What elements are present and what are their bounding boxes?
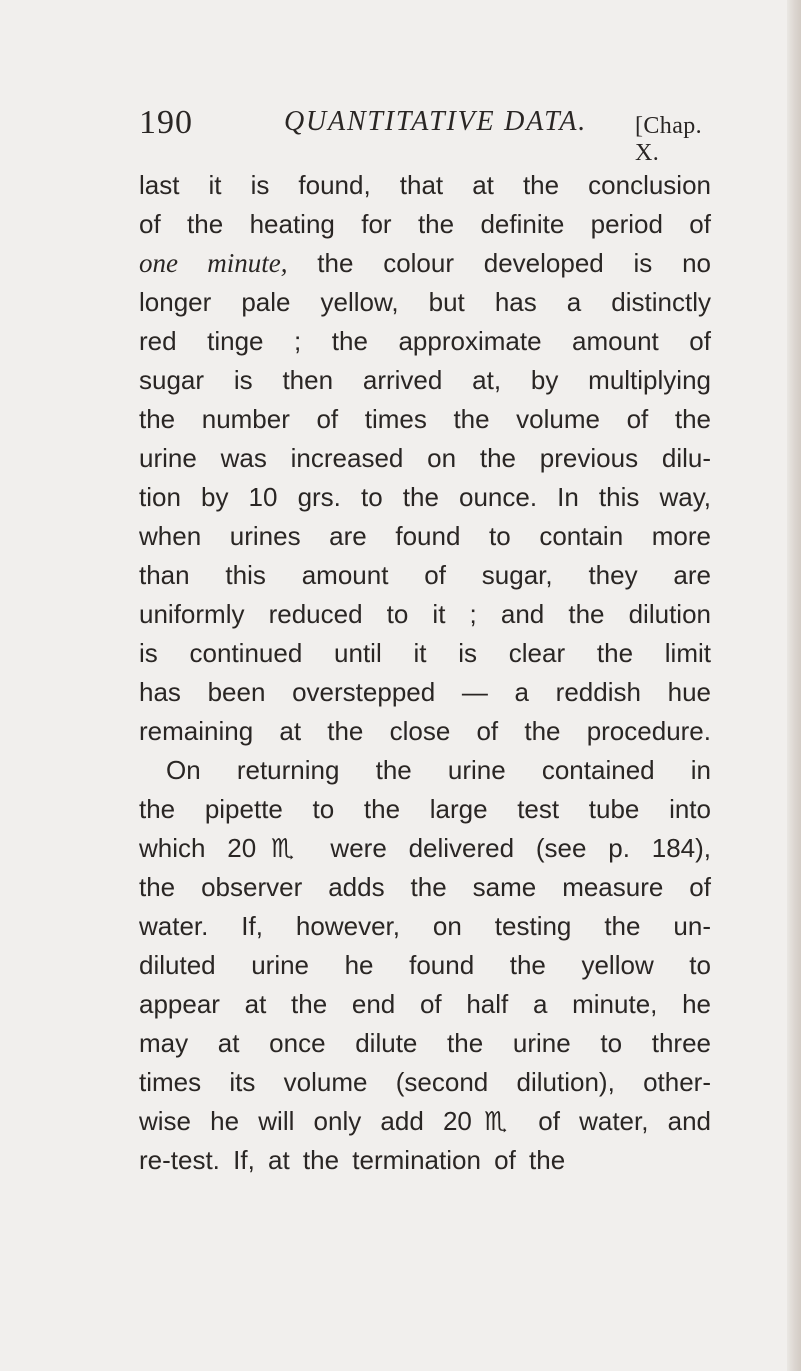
text-line: the number of times the volume of the [139, 404, 711, 434]
text-line [139, 244, 711, 283]
text-line: than this amount of sugar, they are [139, 560, 711, 590]
text-line: when urines are found to contain more [139, 521, 711, 551]
text-line: tion by 10 grs. to the ounce. In this way, [139, 482, 711, 512]
chapter-reference: [Chap. X. [635, 113, 703, 166]
text-line: the observer adds the same measure of [139, 872, 711, 902]
page-number: 190 [139, 104, 193, 141]
text-line: longer pale yellow, but has a distinctly [139, 287, 711, 317]
body-text [139, 166, 711, 1180]
text-line: water. If, however, on testing the un- [139, 911, 711, 941]
text-line: On returning the urine contained in [166, 755, 711, 785]
text-line: urine was increased on the previous dilu- [139, 443, 711, 473]
text-line: appear at the end of half a minute, he [139, 989, 711, 1019]
text-line: which 20♏ were delivered (see p. 184), [139, 833, 711, 863]
text-line: red tinge ; the approximate amount of [139, 326, 711, 356]
text-line: times its volume (second dilution), other- [139, 1067, 711, 1097]
text-line: the pipette to the large test tube into [139, 794, 711, 824]
italic-phrase: one minute, [139, 248, 288, 278]
text-line: wise he will only add 20♏ of water, and [139, 1106, 711, 1136]
page-edge-shadow [787, 0, 801, 1371]
text-fragment: the colour developed is no [317, 248, 711, 278]
text-line: is continued until it is clear the limit [139, 638, 711, 668]
text-line: uniformly reduced to it ; and the dilution [139, 599, 711, 629]
text-line: may at once dilute the urine to three [139, 1028, 711, 1058]
running-title: QUANTITATIVE DATA. [284, 106, 588, 137]
text-line: remaining at the close of the procedure. [139, 716, 711, 746]
text-line: has been overstepped — a reddish hue [139, 677, 711, 707]
text-line: re-test. If, at the termination of the [139, 1145, 566, 1175]
text-line: last it is found, that at the conclusion [139, 170, 711, 200]
running-head [139, 104, 719, 166]
text-line: diluted urine he found the yellow to [139, 950, 711, 980]
text-line: of the heating for the definite period of [139, 209, 711, 239]
text-line: sugar is then arrived at, by multiplying [139, 365, 711, 395]
